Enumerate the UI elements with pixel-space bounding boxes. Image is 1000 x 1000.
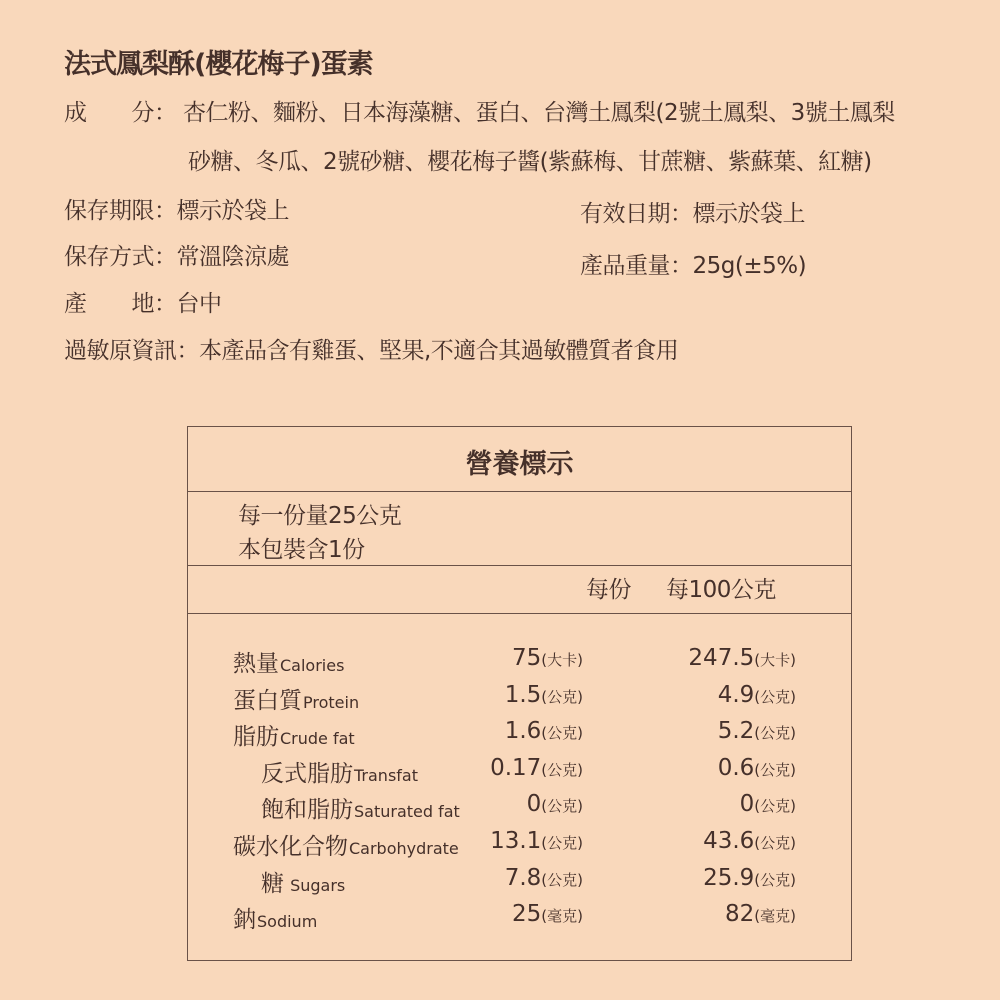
- unit: (公克): [754, 870, 796, 889]
- serving-size: 每一份量25公克: [238, 503, 402, 529]
- per-100g-value: [703, 865, 796, 891]
- nutrient-name-en: Sugars: [285, 875, 346, 895]
- unit: (公克): [541, 724, 583, 743]
- column-per-100g: 每100公克: [666, 577, 776, 603]
- unit: (公克): [541, 687, 583, 706]
- per-serving-value: [505, 865, 583, 891]
- unit: (公克): [754, 760, 796, 779]
- nutrient-name-en: Sodium: [257, 912, 318, 932]
- per-100g-value: [688, 645, 796, 671]
- nutrient-row: [233, 718, 796, 754]
- nutrient-name-en: Carbohydrate: [349, 839, 459, 858]
- per-100g-value: [718, 718, 796, 744]
- servings-per-package: 本包裝含1份: [238, 537, 365, 563]
- value: 75: [512, 645, 542, 671]
- value: 43.6: [703, 828, 755, 854]
- nutrition-title: 營養標示: [465, 449, 574, 480]
- nutrient-name: [233, 645, 344, 678]
- expiry-date: 有效日期：標示於袋上: [580, 201, 805, 227]
- unit: (毫克): [754, 907, 796, 926]
- nutrient-name: [261, 865, 345, 898]
- origin: 產 地：台中: [64, 291, 222, 317]
- nutrient-name-en: Protein: [303, 692, 360, 712]
- value: 7.8: [504, 864, 542, 891]
- nutrient-row: [233, 901, 796, 937]
- nutrient-name: [233, 718, 355, 751]
- product-title: 法式鳳梨酥(櫻花梅子)蛋素: [64, 49, 373, 80]
- nutrient-name-en: Calories: [280, 656, 345, 675]
- unit: (大卡): [754, 651, 796, 669]
- unit: (公克): [541, 797, 583, 816]
- unit: (公克): [541, 760, 583, 779]
- per-100g-value: [725, 901, 796, 927]
- value: 25: [512, 901, 542, 928]
- unit: (公克): [754, 687, 796, 706]
- nutrient-name: [233, 682, 359, 715]
- nutrient-row: [233, 645, 796, 681]
- nutrient-row: [233, 791, 796, 827]
- value: 1.5: [504, 681, 542, 708]
- per-100g-value: [718, 755, 796, 781]
- nutrient-row: [233, 828, 796, 864]
- ingredients-label: 成 分：: [64, 100, 177, 126]
- nutrient-name-zh: 碳水化合物: [233, 834, 348, 860]
- value: 0: [526, 791, 542, 818]
- value: 0.17: [490, 754, 542, 781]
- unit: (公克): [541, 870, 583, 889]
- nutrient-name-zh: 熱量: [233, 651, 279, 677]
- value: 0: [739, 791, 755, 818]
- allergen-info: 過敏原資訊：本產品含有雞蛋、堅果,不適合其過敏體質者食用: [64, 338, 679, 364]
- nutrient-name-en: Crude fat: [280, 729, 355, 749]
- nutrient-row: [233, 865, 796, 901]
- per-serving-value: [512, 901, 583, 927]
- nutrient-name: [233, 828, 459, 861]
- per-100g-value: [740, 791, 796, 817]
- divider: [188, 491, 851, 492]
- nutrient-row: [233, 755, 796, 791]
- value: 13.1: [490, 828, 542, 854]
- column-per-serving: 每份: [586, 577, 631, 603]
- divider: [188, 613, 851, 614]
- ingredients-line-1: 杏仁粉、麵粉、日本海藻糖、蛋白、台灣土鳳梨(2號土鳳梨、3號土鳳梨: [183, 100, 895, 126]
- storage-method: 保存方式：常溫陰涼處: [64, 244, 289, 270]
- nutrient-name-zh: 鈉: [233, 907, 256, 934]
- value: 25.9: [703, 864, 755, 891]
- nutrient-name: [261, 755, 418, 788]
- value: 1.6: [504, 718, 542, 745]
- unit: (公克): [754, 797, 796, 816]
- per-100g-value: [703, 828, 796, 854]
- per-100g-value: [718, 682, 796, 708]
- per-serving-value: [490, 828, 583, 854]
- nutrient-name: [261, 791, 460, 824]
- nutrient-name-zh: 蛋白質: [233, 687, 302, 714]
- unit: (公克): [541, 834, 583, 852]
- nutrient-name-en: Transfat: [354, 765, 418, 785]
- nutrient-name-zh: 糖: [261, 870, 284, 897]
- value: 82: [725, 901, 755, 928]
- product-weight: 產品重量：25g(±5%): [580, 253, 807, 279]
- per-serving-value: [527, 791, 583, 817]
- unit: (公克): [754, 724, 796, 743]
- shelf-life: 保存期限：標示於袋上: [64, 198, 289, 224]
- nutrient-name-en: Saturated fat: [354, 802, 460, 822]
- unit: (毫克): [541, 907, 583, 926]
- value: 247.5: [688, 645, 755, 671]
- nutrient-name: [233, 901, 317, 934]
- nutrient-name-zh: 脂肪: [233, 724, 279, 751]
- value: 0.6: [717, 754, 755, 781]
- nutrient-name-zh: 飽和脂肪: [261, 797, 353, 824]
- per-serving-value: [490, 755, 583, 781]
- nutrient-name-zh: 反式脂肪: [261, 760, 353, 787]
- nutrition-facts-table: [187, 426, 852, 961]
- unit: (公克): [754, 834, 796, 852]
- per-serving-value: [512, 645, 583, 671]
- nutrient-row: [233, 682, 796, 718]
- value: 4.9: [717, 681, 755, 708]
- unit: (大卡): [541, 651, 583, 669]
- ingredients-line-2: 砂糖、冬瓜、2號砂糖、櫻花梅子醬(紫蘇梅、甘蔗糖、紫蘇葉、紅糖): [188, 149, 872, 175]
- divider: [188, 565, 851, 566]
- value: 5.2: [717, 718, 755, 745]
- per-serving-value: [505, 682, 583, 708]
- per-serving-value: [505, 718, 583, 744]
